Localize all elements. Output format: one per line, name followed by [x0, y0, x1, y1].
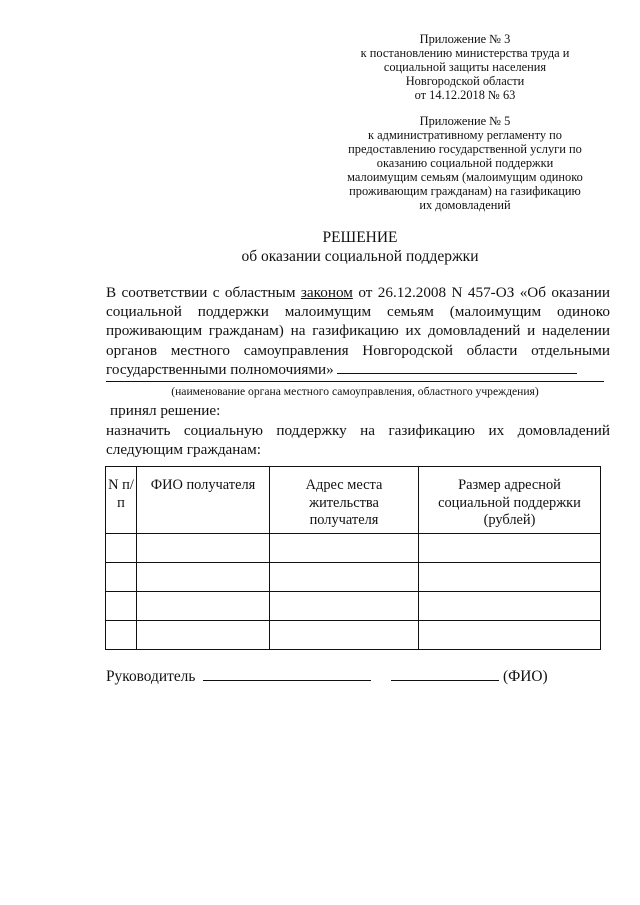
appendix-3-header [300, 32, 630, 102]
paragraph-line: проживающим гражданам) на газификацию их домовладений и наделении [106, 322, 610, 340]
table-cell[interactable] [270, 621, 419, 650]
fio-label: (ФИО) [502, 668, 548, 685]
recipients-table [105, 466, 601, 650]
table-cell[interactable] [270, 563, 419, 592]
decision-line: назначить социальную поддержку на газификацию их домовладений [106, 422, 610, 439]
col-header-address: Адрес места жительства получателя [270, 467, 419, 534]
appendix-3-line: к постановлению министерства труда и [360, 46, 570, 60]
col-header-fio: ФИО получателя [137, 467, 270, 534]
fio-field[interactable] [391, 668, 499, 681]
appendix-3-line: Новгородской области [405, 74, 525, 88]
table-cell[interactable] [419, 592, 601, 621]
table-cell[interactable] [137, 563, 270, 592]
decision-intro: принял решение: [110, 402, 221, 419]
table-cell[interactable] [137, 621, 270, 650]
appendix-5-line: предоставлению государственной услуги по [348, 142, 582, 156]
signature-label: Руководитель [106, 668, 196, 685]
table-cell[interactable] [106, 592, 137, 621]
organ-name-caption: (наименование органа местного самоуправления, областного учреждения) [171, 385, 539, 398]
appendix-5-line: Приложение № 5 [419, 114, 511, 128]
appendix-5-line: их домовладений [419, 198, 511, 212]
signature-field[interactable] [203, 668, 371, 681]
table-cell[interactable] [137, 534, 270, 563]
law-link[interactable]: законом [300, 284, 353, 301]
table-cell[interactable] [419, 534, 601, 563]
table-cell[interactable] [137, 592, 270, 621]
appendix-5-line: малоимущим семьям (малоимущим одиноко [347, 170, 583, 184]
table-header-row [106, 467, 601, 534]
decision-text [106, 421, 610, 459]
organ-name-line[interactable] [106, 381, 604, 382]
appendix-3-line: социальной защиты населения [383, 60, 547, 74]
legal-basis-paragraph [106, 283, 610, 379]
appendix-3-line: от 14.12.2018 № 63 [414, 88, 516, 102]
col-header-amount: Размер адресной социальной поддержки (рублей) [419, 467, 601, 534]
table-cell[interactable] [270, 534, 419, 563]
paragraph-line: социальной поддержки малоимущим семьям (малоимущим одиноко [106, 303, 610, 321]
table-row [106, 621, 601, 650]
table-row [106, 563, 601, 592]
table-cell[interactable] [106, 534, 137, 563]
table-row [106, 534, 601, 563]
paragraph-line: органов местного самоуправления Новгородской области отдельными [106, 341, 610, 359]
table-cell[interactable] [419, 563, 601, 592]
table-cell[interactable] [419, 621, 601, 650]
appendix-5-line: оказанию социальной поддержки [376, 156, 554, 170]
table-row [106, 592, 601, 621]
table-cell[interactable] [106, 563, 137, 592]
appendix-5-header [300, 114, 630, 212]
col-header-number: N п/п [106, 467, 137, 534]
appendix-5-line: к административному регламенту по [368, 128, 562, 142]
appendix-5-line: проживающим гражданам) на газификацию [349, 184, 581, 198]
signature-line [106, 668, 548, 686]
decision-line: следующим гражданам: [106, 441, 261, 459]
document-title: РЕШЕНИЕ [322, 229, 398, 246]
document-subtitle: об оказании социальной поддержки [241, 248, 479, 265]
table-cell[interactable] [270, 592, 419, 621]
paragraph-line: государственными полномочиями» [106, 360, 610, 379]
organ-name-field[interactable] [337, 361, 577, 374]
appendix-3-line: Приложение № 3 [419, 32, 511, 46]
table-cell[interactable] [106, 621, 137, 650]
paragraph-line: В соответствии с областным законом от 26.12.2008 N 457-ОЗ «Об оказании [106, 284, 611, 301]
